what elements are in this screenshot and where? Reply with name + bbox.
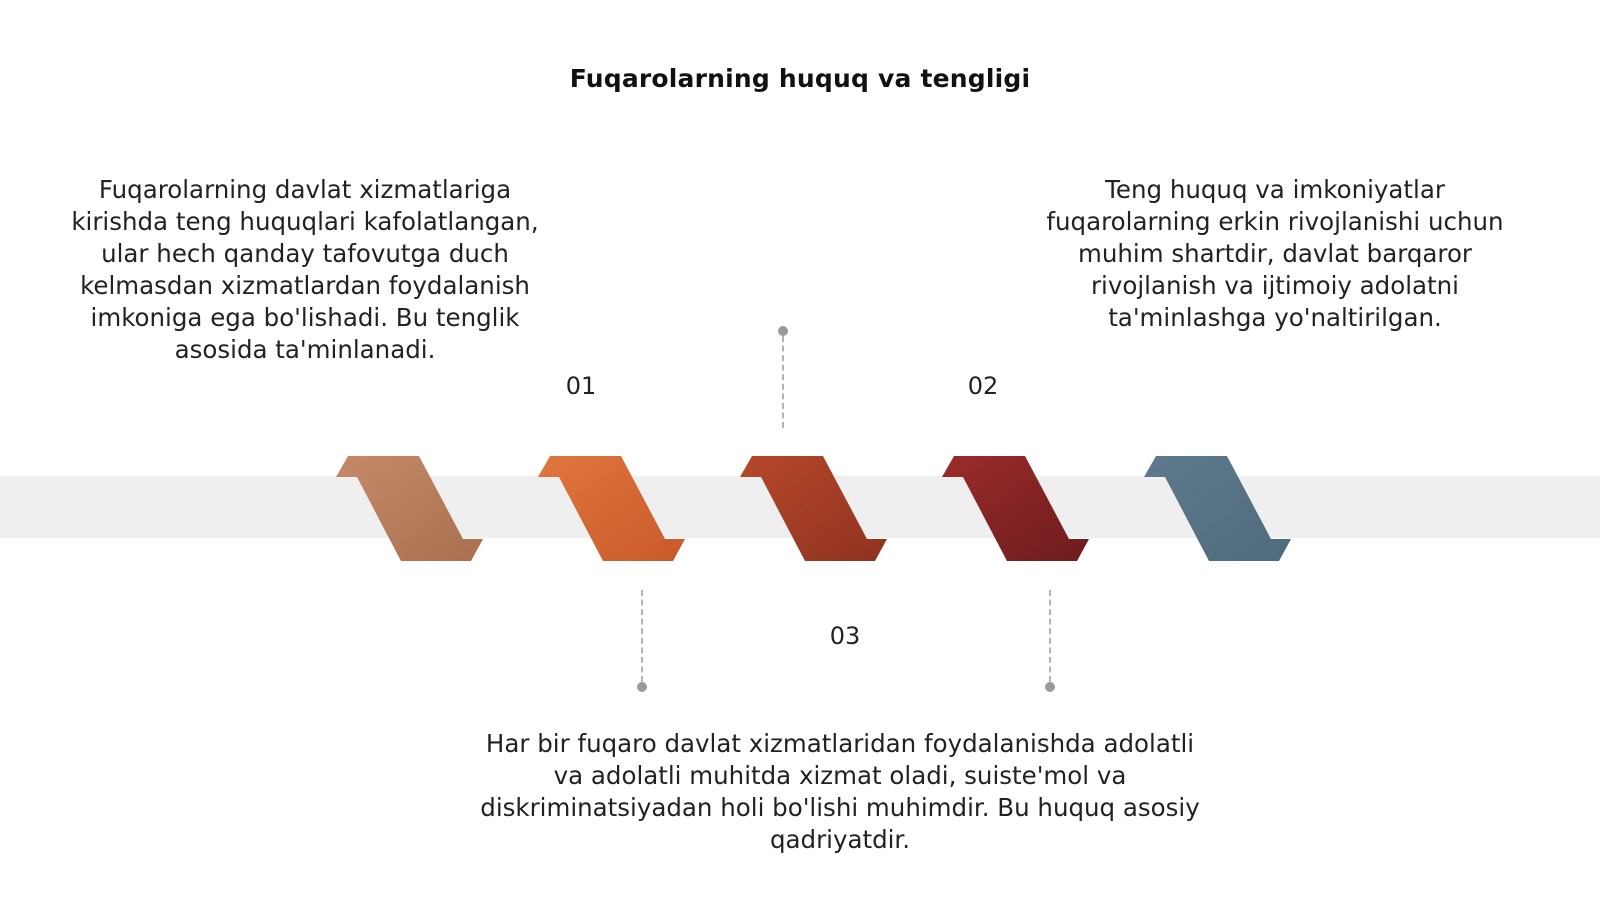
step-number-03: 03	[829, 622, 861, 650]
slide-title: Fuqarolarning huquq va tengligi	[569, 64, 1031, 93]
chevron-1	[336, 456, 483, 561]
chevron-5	[1144, 456, 1291, 561]
chevron-3	[740, 456, 887, 561]
connector-line-bottom-left	[641, 590, 643, 682]
step-text-03: Har bir fuqaro davlat xizmatlaridan foydalanishda adolatli va adolatli muhitda xizmat oladi, suiste'mol va diskriminatsiyadan holi bo'lishi muhimdir. Bu huquq asosiy qadriyatdir.	[480, 729, 1200, 854]
step-text-01: Fuqarolarning davlat xizmatlariga kirishda teng huquqlari kafolatlangan, ular hech qanday tafovutga duch kelmasdan xizmatlardan foydalanish imkoniga ega bo'lishadi. Bu tenglik asosida ta'minlanadi.	[71, 175, 539, 364]
step-text-02: Teng huquq va imkoniyatlar fuqarolarning erkin rivojlanishi uchun muhim shartdir, davlat barqaror rivojlanish va ijtimoiy adolatni ta'minlashga yo'naltirilgan.	[1046, 175, 1504, 332]
connector-dot-bottom-right	[1045, 682, 1055, 692]
step-number-01: 01	[565, 372, 597, 400]
connector-dot-top	[778, 326, 788, 336]
connector-line-top	[782, 336, 784, 428]
chevron-2	[538, 456, 685, 561]
connector-dot-bottom-left	[637, 682, 647, 692]
connector-line-bottom-right	[1049, 590, 1051, 682]
chevron-4	[942, 456, 1089, 561]
step-number-02: 02	[967, 372, 999, 400]
